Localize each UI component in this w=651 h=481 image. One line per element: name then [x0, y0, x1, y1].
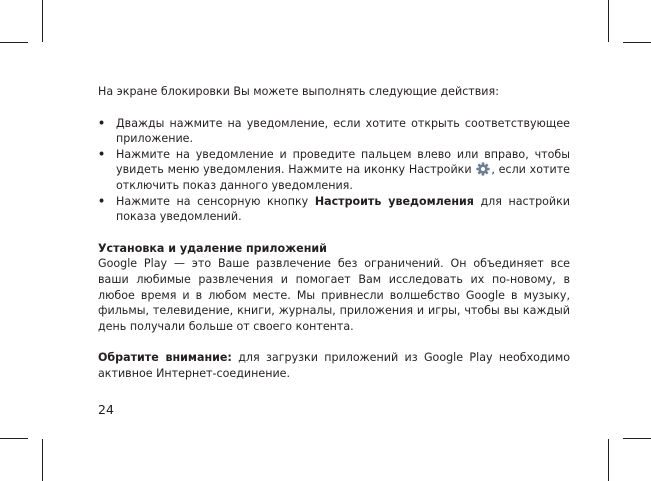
crop-mark-top-left-horizontal — [0, 42, 28, 43]
list-item — [98, 116, 570, 147]
crop-mark-bottom-right-vertical — [608, 439, 609, 481]
bullet-marker: • — [98, 116, 106, 130]
list-item — [98, 147, 570, 194]
note-paragraph — [98, 350, 570, 381]
list-item — [98, 194, 570, 225]
list-item-text: Нажмите на уведомление и проведите пальцем влево или вправо, чтобы увидеть меню уведомления. Нажмите на иконку Настройки — [116, 147, 570, 177]
section-heading: Установка и удаление приложений — [98, 241, 327, 255]
crop-mark-top-right-vertical — [608, 0, 609, 42]
intro-paragraph: На экране блокировки Вы можете выполнять следующие действия: — [98, 85, 499, 98]
list-item-text: Дважды нажмите на уведомление, если хотите открыть соответствующее приложение. — [116, 116, 570, 146]
note-label: Обратите внимание: — [98, 351, 232, 365]
crop-mark-bottom-left-vertical — [42, 439, 43, 481]
list-item-text-continued: для настройки показа уведомлений. — [116, 194, 571, 224]
note-text: для загрузки приложений из Google Play необходимо активное Интернет-соединение. — [98, 351, 571, 380]
manual-page-content — [98, 84, 570, 382]
list-item-text: Нажмите на сенсорную кнопку — [116, 194, 309, 208]
bullet-marker: • — [98, 147, 106, 161]
section-body: Google Play — это Ваше развлечение без ограничений. Он объединяет все ваши любимые развлечения и помогает Вам исследовать их по-новому, в любое время и в любом месте. Мы привнесли волшебство Google в музыку, фильмы, телевидение, книги, журналы, приложения и игры, чтобы вы каждый день получали больше от своего контента. — [98, 257, 570, 333]
settings-gear-icon — [476, 162, 490, 176]
lockscreen-actions-list — [98, 116, 570, 225]
crop-mark-top-right-horizontal — [623, 42, 651, 43]
crop-mark-bottom-right-horizontal — [623, 438, 651, 439]
crop-mark-bottom-left-horizontal — [0, 438, 28, 439]
bullet-marker: • — [98, 194, 106, 208]
crop-mark-top-left-vertical — [42, 0, 43, 42]
list-item-text-continued: , если хотите отключить показ данного уведомления. — [116, 163, 570, 192]
page-number: 24 — [98, 402, 114, 417]
customize-notifications-button-name: Настроить уведомления — [314, 194, 474, 208]
